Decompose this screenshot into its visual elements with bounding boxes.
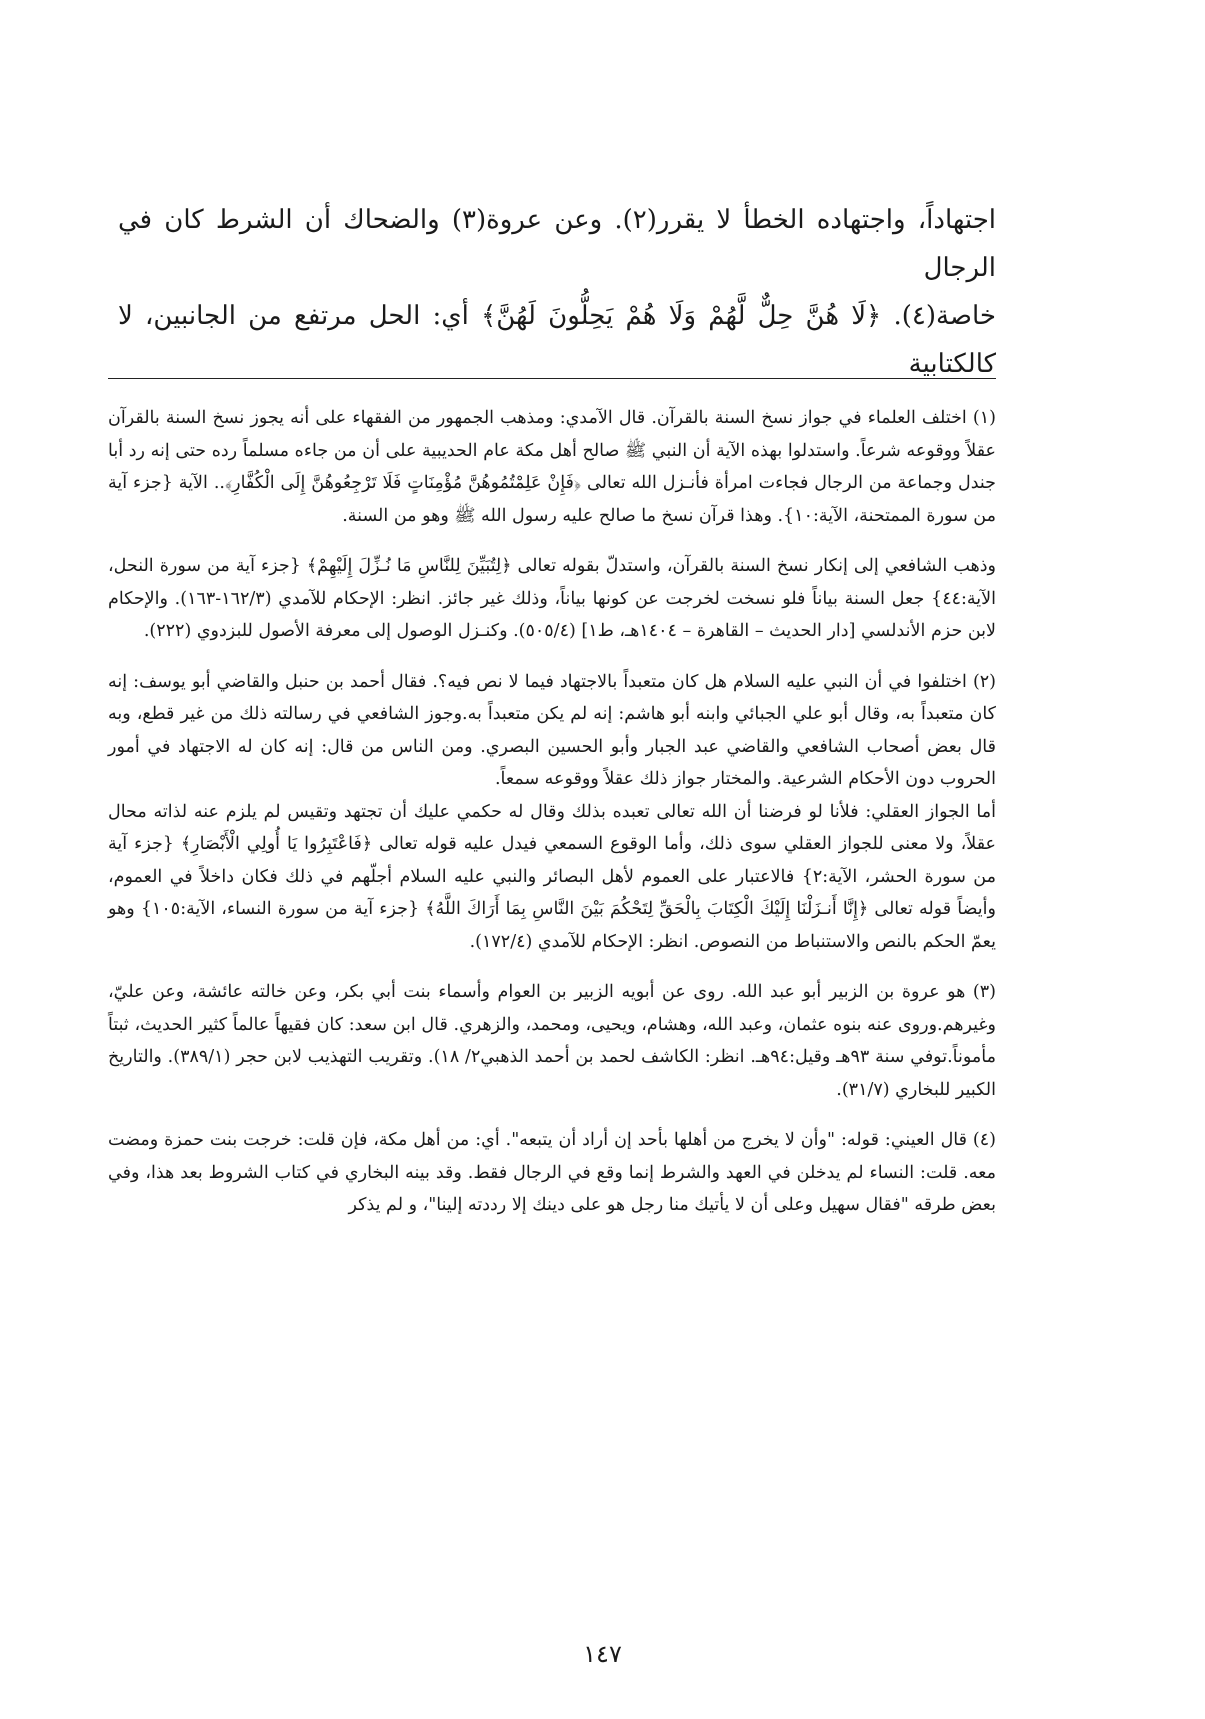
- footnote-separator: [108, 378, 996, 379]
- main-text-body: [118, 196, 996, 388]
- footnote-4: (٤) قال العيني: قوله: "وأن لا يخرج من أهلها بأحد إن أراد أن يتبعه". أي: من أهل مكة، فإن قلت: خرجت بنت حمزة ومضت معه. قلت: النساء لم يدخلن في العهد والشرط إنما وقع في الرجال فقط. وقد بينه البخاري في كتاب الشروط بعد هذا، وفي بعض طرقه "فقال سهيل وعلى أن لا يأتيك منا رجل هو على دينك إلا رددته إلينا"، و لم يذكر: [108, 1130, 996, 1215]
- footnote-3: (٣) هو عروة بن الزبير أبو عبد الله. روى عن أبويه الزبير بن العوام وأسماء بنت أبي بكر، وعن خالته عائشة، وعن عليّ، وغيرهم.وروى عنه بنوه عثمان، وعبد الله، وهشام، ويحيى، ومحمد، والزهري. قال ابن سعد: كان فقيهاً عالماً كثير الحديث، ثبتاً مأموناً.توفي سنة ٩٣هـ وقيل:٩٤هـ. انظر: الكاشف لحمد بن أحمد الذهبي٢/ ١٨). وتقريب التهذيب لابن حجر (٣٨٩/١). والتاريخ الكبير للبخاري (٣١/٧).: [108, 982, 996, 1100]
- footnote-2: (٢) اختلفوا في أن النبي عليه السلام هل كان متعبداً بالاجتهاد فيما لا نص فيه؟. فقال أحمد بن حنبل والقاضي أبو يوسف: إنه كان متعبداً به، وقال أبو علي الجبائي وابنه أبو هاشم: إنه لم يكن متعبداً به.وجوز الشافعي في رسالته ذلك من غير قطع، وبه قال بعض أصحاب الشافعي والقاضي عبد الجبار وأبو الحسين البصري. ومن الناس من قال: إنه كان له الاجتهاد في أمور الحروب دون الأحكام الشرعية. والمختار جواز ذلك عقلاً ووقوعه سمعاً.: [108, 671, 996, 789]
- footnote-2-continuation: أما الجواز العقلي: فلأنا لو فرضنا أن الله تعالى تعبده بذلك وقال له حكمي عليك أن تجتهد وتقيس لم يلزم عنه لذاته محال عقلاً، ولا معنى للجواز العقلي سوى ذلك، وأما الوقوع السمعي فيدل عليه قوله تعالى ﴿فَاعْتَبِرُوا يَا أُولِي الْأَبْصَارِ﴾ {جزء آية من سورة الحشر، الآية:٢} فالاعتبار على العموم لأهل البصائر والنبي عليه السلام أجلّهم في ذلك فكان داخلاً في العموم، وأيضاً قوله تعالى ﴿إِنَّا أَنـزَلْنَا إِلَيْكَ الْكِتَابَ بِالْحَقِّ لِتَحْكُمَ بَيْنَ النَّاسِ بِمَا أَرَاكَ اللَّهُ﴾ {جزء آية من سورة النساء، الآية:١٠٥} وهو يعمّ الحكم بالنص والاستنباط من النصوص. انظر: الإحكام للآمدي (١٧٢/٤).: [108, 801, 997, 952]
- footnote-1-continuation: وذهب الشافعي إلى إنكار نسخ السنة بالقرآن، واستدلّ بقوله تعالى ﴿لِتُبَيِّنَ لِلنَّاسِ مَا نُـزِّلَ إِلَيْهِمْ﴾ {جزء آية من سورة النحل، الآية:٤٤} جعل السنة بياناً فلو نسخت لخرجت عن كونها بياناً، وذلك غير جائز. انظر: الإحكام للآمدي (١٦٢/٣-١٦٣). والإحكام لابن حزم الأندلسي [دار الحديث – القاهرة – ١٤٠٤هـ، ط١] (٥٠٥/٤). وكنـزل الوصول إلى معرفة الأصول للبزدوي (٢٢٢).: [108, 556, 996, 641]
- footnote-1: (١) اختلف العلماء في جواز نسخ السنة بالقرآن. قال الآمدي: ومذهب الجمهور من الفقهاء على أنه يجوز نسخ السنة بالقرآن عقلاً ووقوعه شرعاً. واستدلوا بهذه الآية أن النبي ﷺ صالح أهل مكة عام الحديبية على أن من جاءه مسلماً رده حتى إنه رد أبا جندل وجماعة من الرجال فجاءت امرأة فأنـزل الله تعالى ﴿فَإِنْ عَلِمْتُمُوهُنَّ مُؤْمِنَاتٍ فَلَا تَرْجِعُوهُنَّ إِلَى الْكُفَّارِ﴾.. الآية {جزء آية من سورة الممتحنة، الآية:١٠}. وهذا قرآن نسخ ما صالح عليه رسول الله ﷺ وهو من السنة.: [108, 408, 996, 526]
- main-text-line-1: اجتهاداً، واجتهاده الخطأ لا يقرر(٢). وعن عروة(٣) والضحاك أن الشرط كان في الرجال: [118, 205, 996, 283]
- page-number: ١٤٧: [583, 1640, 622, 1668]
- footnotes-section: [108, 402, 996, 1222]
- main-text-line-2: خاصة(٤). ﴿لَا هُنَّ حِلٌّ لَّهُمْ وَلَا هُمْ يَحِلُّونَ لَهُنَّ﴾ أي: الحل مرتفع من الجانبين، لا كالكتابية: [118, 301, 996, 379]
